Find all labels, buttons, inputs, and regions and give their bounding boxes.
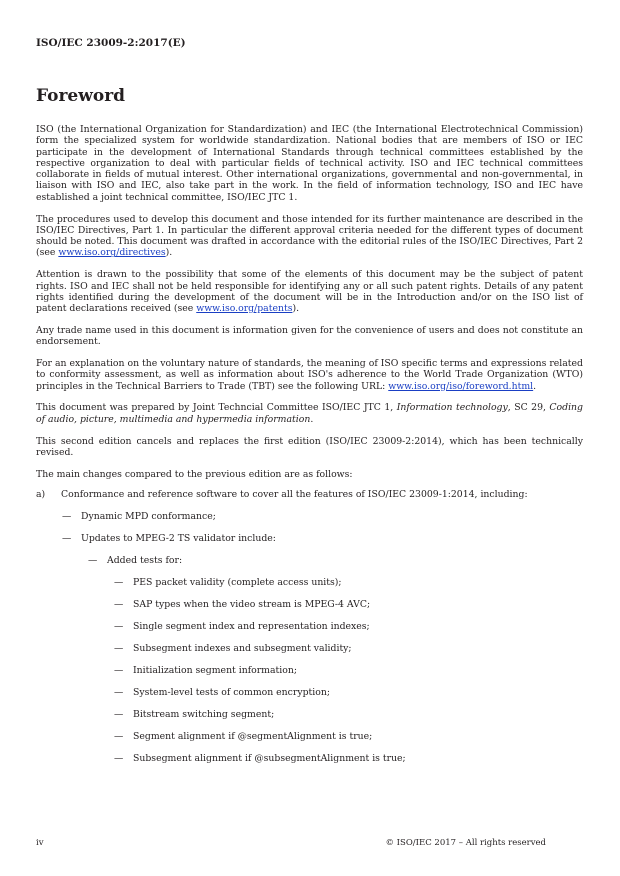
- paragraph: [36, 358, 583, 392]
- list-marker: —: [114, 708, 124, 720]
- list-item: [36, 555, 583, 577]
- paragraph: This second edition cancels and replaces the first edition (ISO/IEC 23009-2:2014), which has been technically revised.: [36, 435, 583, 458]
- list-marker: —: [62, 510, 72, 522]
- text: .: [533, 380, 537, 392]
- copyright-notice: © ISO/IEC 2017 – All rights reserved: [385, 838, 546, 848]
- foreword-link[interactable]: www.iso.org/iso/foreword.html: [388, 380, 534, 392]
- list-marker: —: [62, 532, 72, 544]
- list-marker: —: [114, 642, 124, 654]
- list-text: System-level tests of common encryption;: [133, 686, 330, 698]
- text: , SC 29,: [507, 402, 550, 414]
- patents-link[interactable]: www.iso.org/patents: [196, 303, 293, 315]
- text: For an explanation on the voluntary nature of standards, the meaning of ISO specific terms and expressions related to conformity assessment, as well as information about ISO's adherence to the World Trade Organization (WTO) principles in the Technical Barriers to Trade (TBT) see the following URL:: [36, 358, 583, 392]
- directives-link[interactable]: www.iso.org/directives: [58, 247, 166, 259]
- paragraph: Any trade name used in this document is information given for the convenience of users and does not constitute an endorsement.: [36, 324, 583, 348]
- list-marker: —: [114, 620, 124, 632]
- text: Information technology: [396, 402, 508, 414]
- changes-list: [36, 489, 583, 775]
- list-item: [36, 687, 583, 709]
- text: ).: [292, 303, 300, 315]
- list-item: [36, 577, 583, 599]
- list-text: Subsegment alignment if @subsegmentAlignment is true;: [133, 752, 406, 764]
- paragraph: ISO (the International Organization for Standardization) and IEC (the International Electrotechnical Commission) form the specialized system for worldwide standardization. National bodies that are members of ISO or IEC participate in the development of International Standards through technical committees established by the respective organization to deal with particular fields of technical activity. ISO and IEC technical committees collaborate in fields of mutual interest. Other international organizations, governmental and non-governmental, in liaison with ISO and IEC, also take part in the work. In the field of information technology, ISO and IEC have established a joint technical committee, ISO/IEC JTC 1.: [36, 124, 583, 203]
- paragraph: [36, 269, 583, 314]
- list-text: Bitstream switching segment;: [133, 708, 275, 720]
- list-text: Subsegment indexes and subsegment validity;: [133, 642, 352, 654]
- list-item: [36, 665, 583, 687]
- text: This document was prepared by Joint Techncial Committee ISO/IEC JTC 1,: [36, 402, 397, 414]
- list-text: Dynamic MPD conformance;: [81, 510, 216, 522]
- paragraph: The main changes compared to the previous edition are as follows:: [36, 468, 353, 480]
- list-item: [36, 643, 583, 665]
- list-marker: —: [114, 576, 124, 588]
- list-item: [36, 709, 583, 731]
- list-marker: a): [36, 488, 46, 500]
- list-text: PES packet validity (complete access units);: [133, 576, 342, 588]
- text: .: [310, 413, 314, 425]
- paragraph: [36, 214, 583, 259]
- text: The procedures used to develop this document and those intended for its further maintenance are described in the ISO/IEC Directives, Part 1. In particular the different approval criteria needed for the different types of document should be noted. This document was drafted in accordance with the editorial rules of the ISO/IEC Directives, Part 2 (see: [36, 213, 583, 259]
- text: ).: [165, 247, 173, 259]
- list-marker: —: [114, 752, 124, 764]
- list-item: [36, 533, 583, 555]
- section-title: Foreword: [36, 86, 126, 106]
- list-text: Added tests for:: [107, 554, 183, 566]
- document-body: [36, 124, 583, 775]
- list-text: Segment alignment if @segmentAlignment is true;: [133, 730, 373, 742]
- text: Coding of audio, picture, multimedia and hypermedia information: [36, 402, 583, 425]
- paragraph: [36, 402, 583, 425]
- list-text: Updates to MPEG-2 TS validator include:: [81, 532, 276, 544]
- text: Attention is drawn to the possibility that some of the elements of this document may be the subject of patent rights. ISO and IEC shall not be held responsible for identifying any or all such patent rights. Details of any patent rights identified during the development of the document will be in the Introduction and/or on the ISO list of patent declarations received (see: [36, 269, 583, 315]
- list-item: [36, 489, 583, 511]
- list-text: Initialization segment information;: [133, 664, 297, 676]
- list-item: [36, 511, 583, 533]
- list-marker: —: [114, 686, 124, 698]
- list-item: [36, 731, 583, 753]
- list-marker: —: [114, 730, 124, 742]
- list-marker: —: [114, 598, 124, 610]
- list-item: [36, 753, 583, 775]
- page-number: iv: [36, 838, 44, 848]
- list-text: SAP types when the video stream is MPEG-4 AVC;: [133, 598, 371, 610]
- list-text: Conformance and reference software to cover all the features of ISO/IEC 23009-1:2014, including:: [61, 488, 528, 500]
- list-item: [36, 599, 583, 621]
- document-header: ISO/IEC 23009-2:2017(E): [36, 37, 186, 49]
- list-marker: —: [88, 554, 98, 566]
- list-marker: —: [114, 664, 124, 676]
- list-text: Single segment index and representation indexes;: [133, 620, 370, 632]
- list-item: [36, 621, 583, 643]
